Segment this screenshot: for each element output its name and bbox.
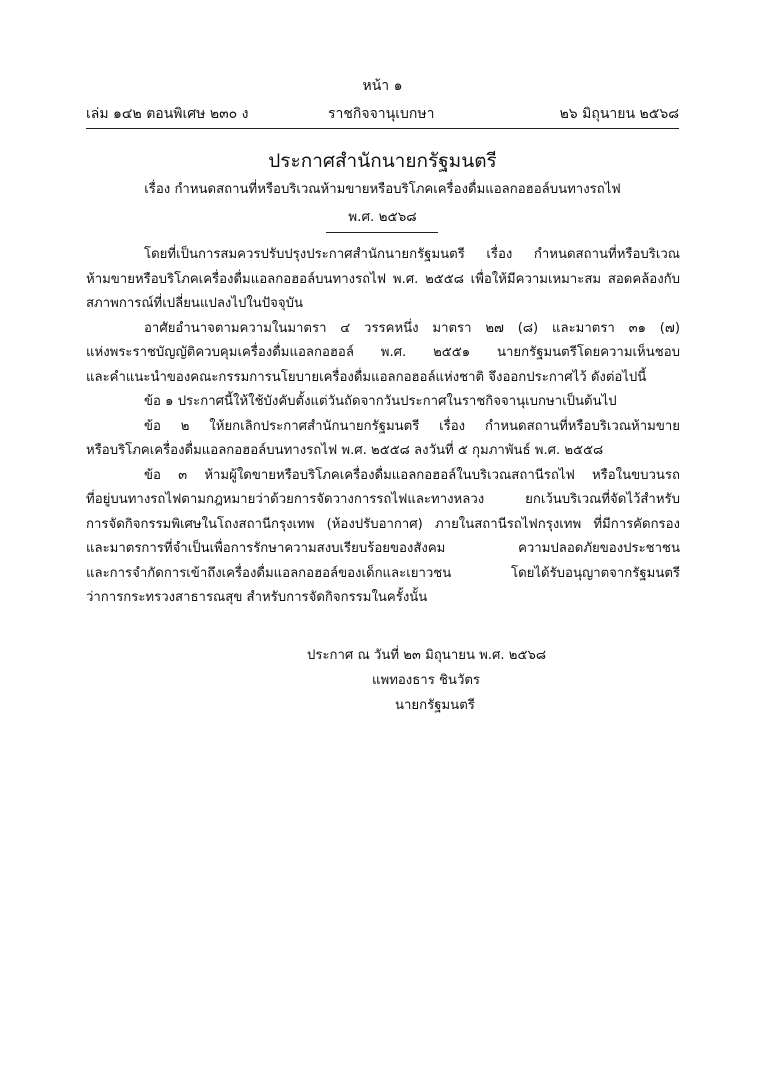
text-line: อาศัยอำนาจตามความในมาตรา ๔ วรรคหนึ่ง มาตรา ๒๗ (๘) และมาตรา ๓๑ (๗) — [144, 320, 680, 336]
header-rule — [86, 128, 679, 129]
document-subject: เรื่อง กำหนดสถานที่หรือบริเวณห้ามขายหรือบริโภคเครื่องดื่มแอลกอฮอล์บนทางรถไฟ — [144, 182, 621, 197]
text-line: และการจำกัดการเข้าถึงเครื่องดื่มแอลกอฮอล์ของเด็กและเยาวชน โดยได้รับอนุญาตจากรัฐมนตรี — [86, 565, 680, 581]
text-line: และคำแนะนำของคณะกรรมการนโยบายเครื่องดื่มแอลกอฮอล์แห่งชาติ จึงออกประกาศไว้ ดังต่อไปนี้ — [86, 369, 647, 385]
signatory-name-text: แพทองธาร ชินวัตร — [372, 673, 480, 688]
text-line: ข้อ ๒ ให้ยกเลิกประกาศสำนักนายกรัฐมนตรี เรื่อง กำหนดสถานที่หรือบริเวณห้ามขาย — [144, 418, 680, 434]
volume-issue: เล่ม ๑๔๒ ตอนพิเศษ ๒๓๐ ง — [86, 106, 249, 122]
title-divider — [326, 232, 438, 233]
text-line: ข้อ ๓ ห้ามผู้ใดขายหรือบริโภคเครื่องดื่มแอลกอฮอล์ในบริเวณสถานีรถไฟ หรือในขบวนรถ — [144, 467, 680, 483]
text-line: ห้ามขายหรือบริโภคเครื่องดื่มแอลกอฮอล์บนทางรถไฟ พ.ศ. ๒๕๕๘ เพื่อให้มีความเหมาะสม สอดคล้องกับ — [86, 271, 680, 287]
document-year: พ.ศ. ๒๕๖๘ — [348, 209, 417, 225]
text-line: แห่งพระราชบัญญัติควบคุมเครื่องดื่มแอลกอฮอล์ พ.ศ. ๒๕๕๑ นายกรัฐมนตรีโดยความเห็นชอบ — [86, 345, 680, 360]
preamble-paragraph — [86, 243, 680, 317]
authority-paragraph — [86, 317, 680, 391]
signatory-position-text: นายกรัฐมนตรี — [395, 698, 475, 713]
document-title: ประกาศสำนักนายกรัฐมนตรี — [268, 150, 497, 172]
text-line: ว่าการกระทรวงสาธารณสุข สำหรับการจัดกิจกรรมในครั้งนั้น — [86, 590, 428, 605]
gazette-name: ราชกิจจานุเบกษา — [328, 106, 435, 122]
text-line: และมาตรการที่จำเป็นเพื่อการรักษาความสงบเรียบร้อยของสังคม ความปลอดภัยของประชาชน — [86, 541, 680, 556]
page-number: หน้า ๑ — [362, 78, 403, 94]
text-line: โดยที่เป็นการสมควรปรับปรุงประกาศสำนักนายกรัฐมนตรี เรื่อง กำหนดสถานที่หรือบริเวณ — [144, 247, 680, 262]
text-line: หรือบริโภคเครื่องดื่มแอลกอฮอล์บนทางรถไฟ พ.ศ. ๒๕๕๘ ลงวันที่ ๕ กุมภาพันธ์ พ.ศ. ๒๕๕๘ — [86, 443, 604, 458]
text-line: ที่อยู่บนทางรถไฟตามกฎหมายว่าด้วยการจัดวางการรถไฟและทางหลวง ยกเว้นบริเวณที่จัดไว้สำหรับ — [86, 492, 680, 507]
text-line: สภาพการณ์ที่เปลี่ยนแปลงไปในปัจจุบัน — [86, 296, 304, 311]
clause-2 — [86, 415, 680, 464]
text-line: ข้อ ๑ ประกาศนี้ให้ใช้บังคับตั้งแต่วันถัดจากวันประกาศในราชกิจจานุเบกษาเป็นต้นไป — [144, 394, 617, 409]
publication-date: ๒๖ มิถุนายน ๒๕๖๘ — [559, 106, 679, 122]
announcement-date-text: ประกาศ ณ วันที่ ๒๓ มิถุนายน พ.ศ. ๒๕๖๘ — [307, 648, 547, 663]
document-body — [86, 243, 680, 611]
text-line: การจัดกิจกรรมพิเศษในโถงสถานีกรุงเทพ (ห้องปรับอากาศ) ภายในสถานีรถไฟกรุงเทพ ที่มีการคัดกรอง — [86, 516, 680, 532]
clause-1 — [86, 390, 680, 415]
clause-3 — [86, 464, 680, 611]
